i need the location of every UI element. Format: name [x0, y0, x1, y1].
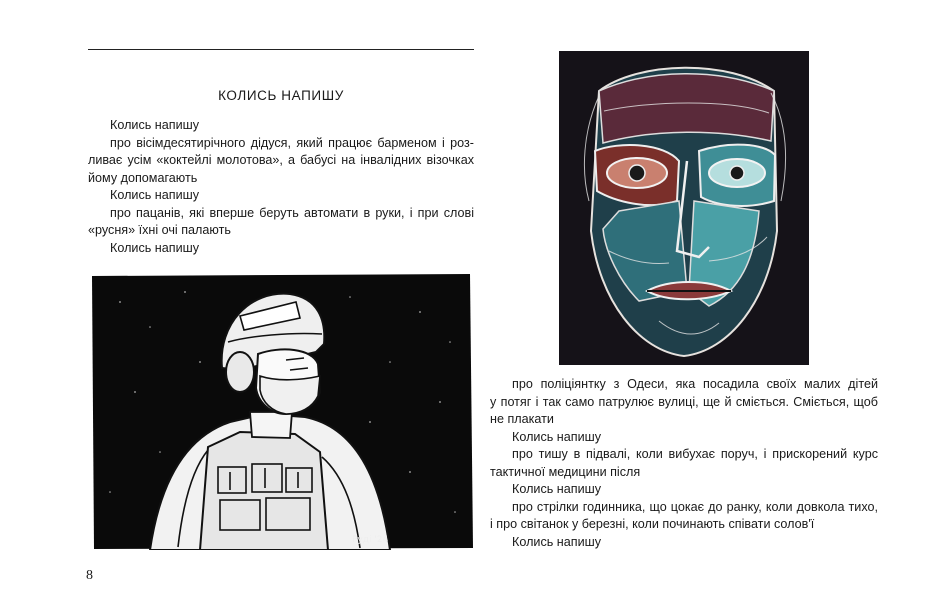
text-line: про пацанів, які вперше беруть автомати в руки, і при слові: [110, 205, 474, 220]
header-rule: [88, 49, 474, 50]
text-line: Колись напишу: [512, 482, 602, 496]
text-line: Колись напишу: [110, 118, 200, 132]
text-line: Колись напишу: [110, 240, 200, 255]
text-line: про поліціянтку з Одеси, яка посадила своїх малих дітей: [512, 377, 878, 391]
artist-signature: Руді '24: [352, 535, 389, 545]
text-line: Колись напишу: [512, 429, 602, 444]
right-text-block: [490, 376, 878, 551]
soldier-illustration: [90, 272, 474, 550]
text-line: у потяг і так само патрулює вулиці, ще й сміється. Сміється, щоб: [490, 394, 878, 409]
portrait-illustration: [559, 51, 809, 365]
text-line: «русня» їхні очі палають: [88, 223, 231, 237]
text-line: про тишу в підвалі, коли вибухає поруч, і прискорений курс: [512, 447, 878, 461]
text-line: ливає усім «коктейлі молотова», а бабусі на інвалідних візочках: [88, 153, 474, 167]
text-line: тактичної медицини після: [490, 464, 641, 479]
text-line: і про світанок у березні, коли починають співати солов'ї: [490, 517, 815, 531]
left-text-block: [88, 117, 474, 257]
text-line: про вісімдесятирічного дідуся, який працює барменом і роз-: [110, 135, 474, 150]
text-line: йому допомагають: [88, 170, 198, 185]
page-number: 8: [86, 568, 93, 583]
text-line: Колись напишу: [110, 188, 200, 202]
text-line: про стрілки годинника, що цокає до ранку, коли довкола тихо,: [512, 499, 878, 514]
text-line: не плакати: [490, 412, 554, 426]
text-line: Колись напишу: [512, 534, 602, 549]
page-title: КОЛИСЬ НАПИШУ: [218, 88, 344, 103]
